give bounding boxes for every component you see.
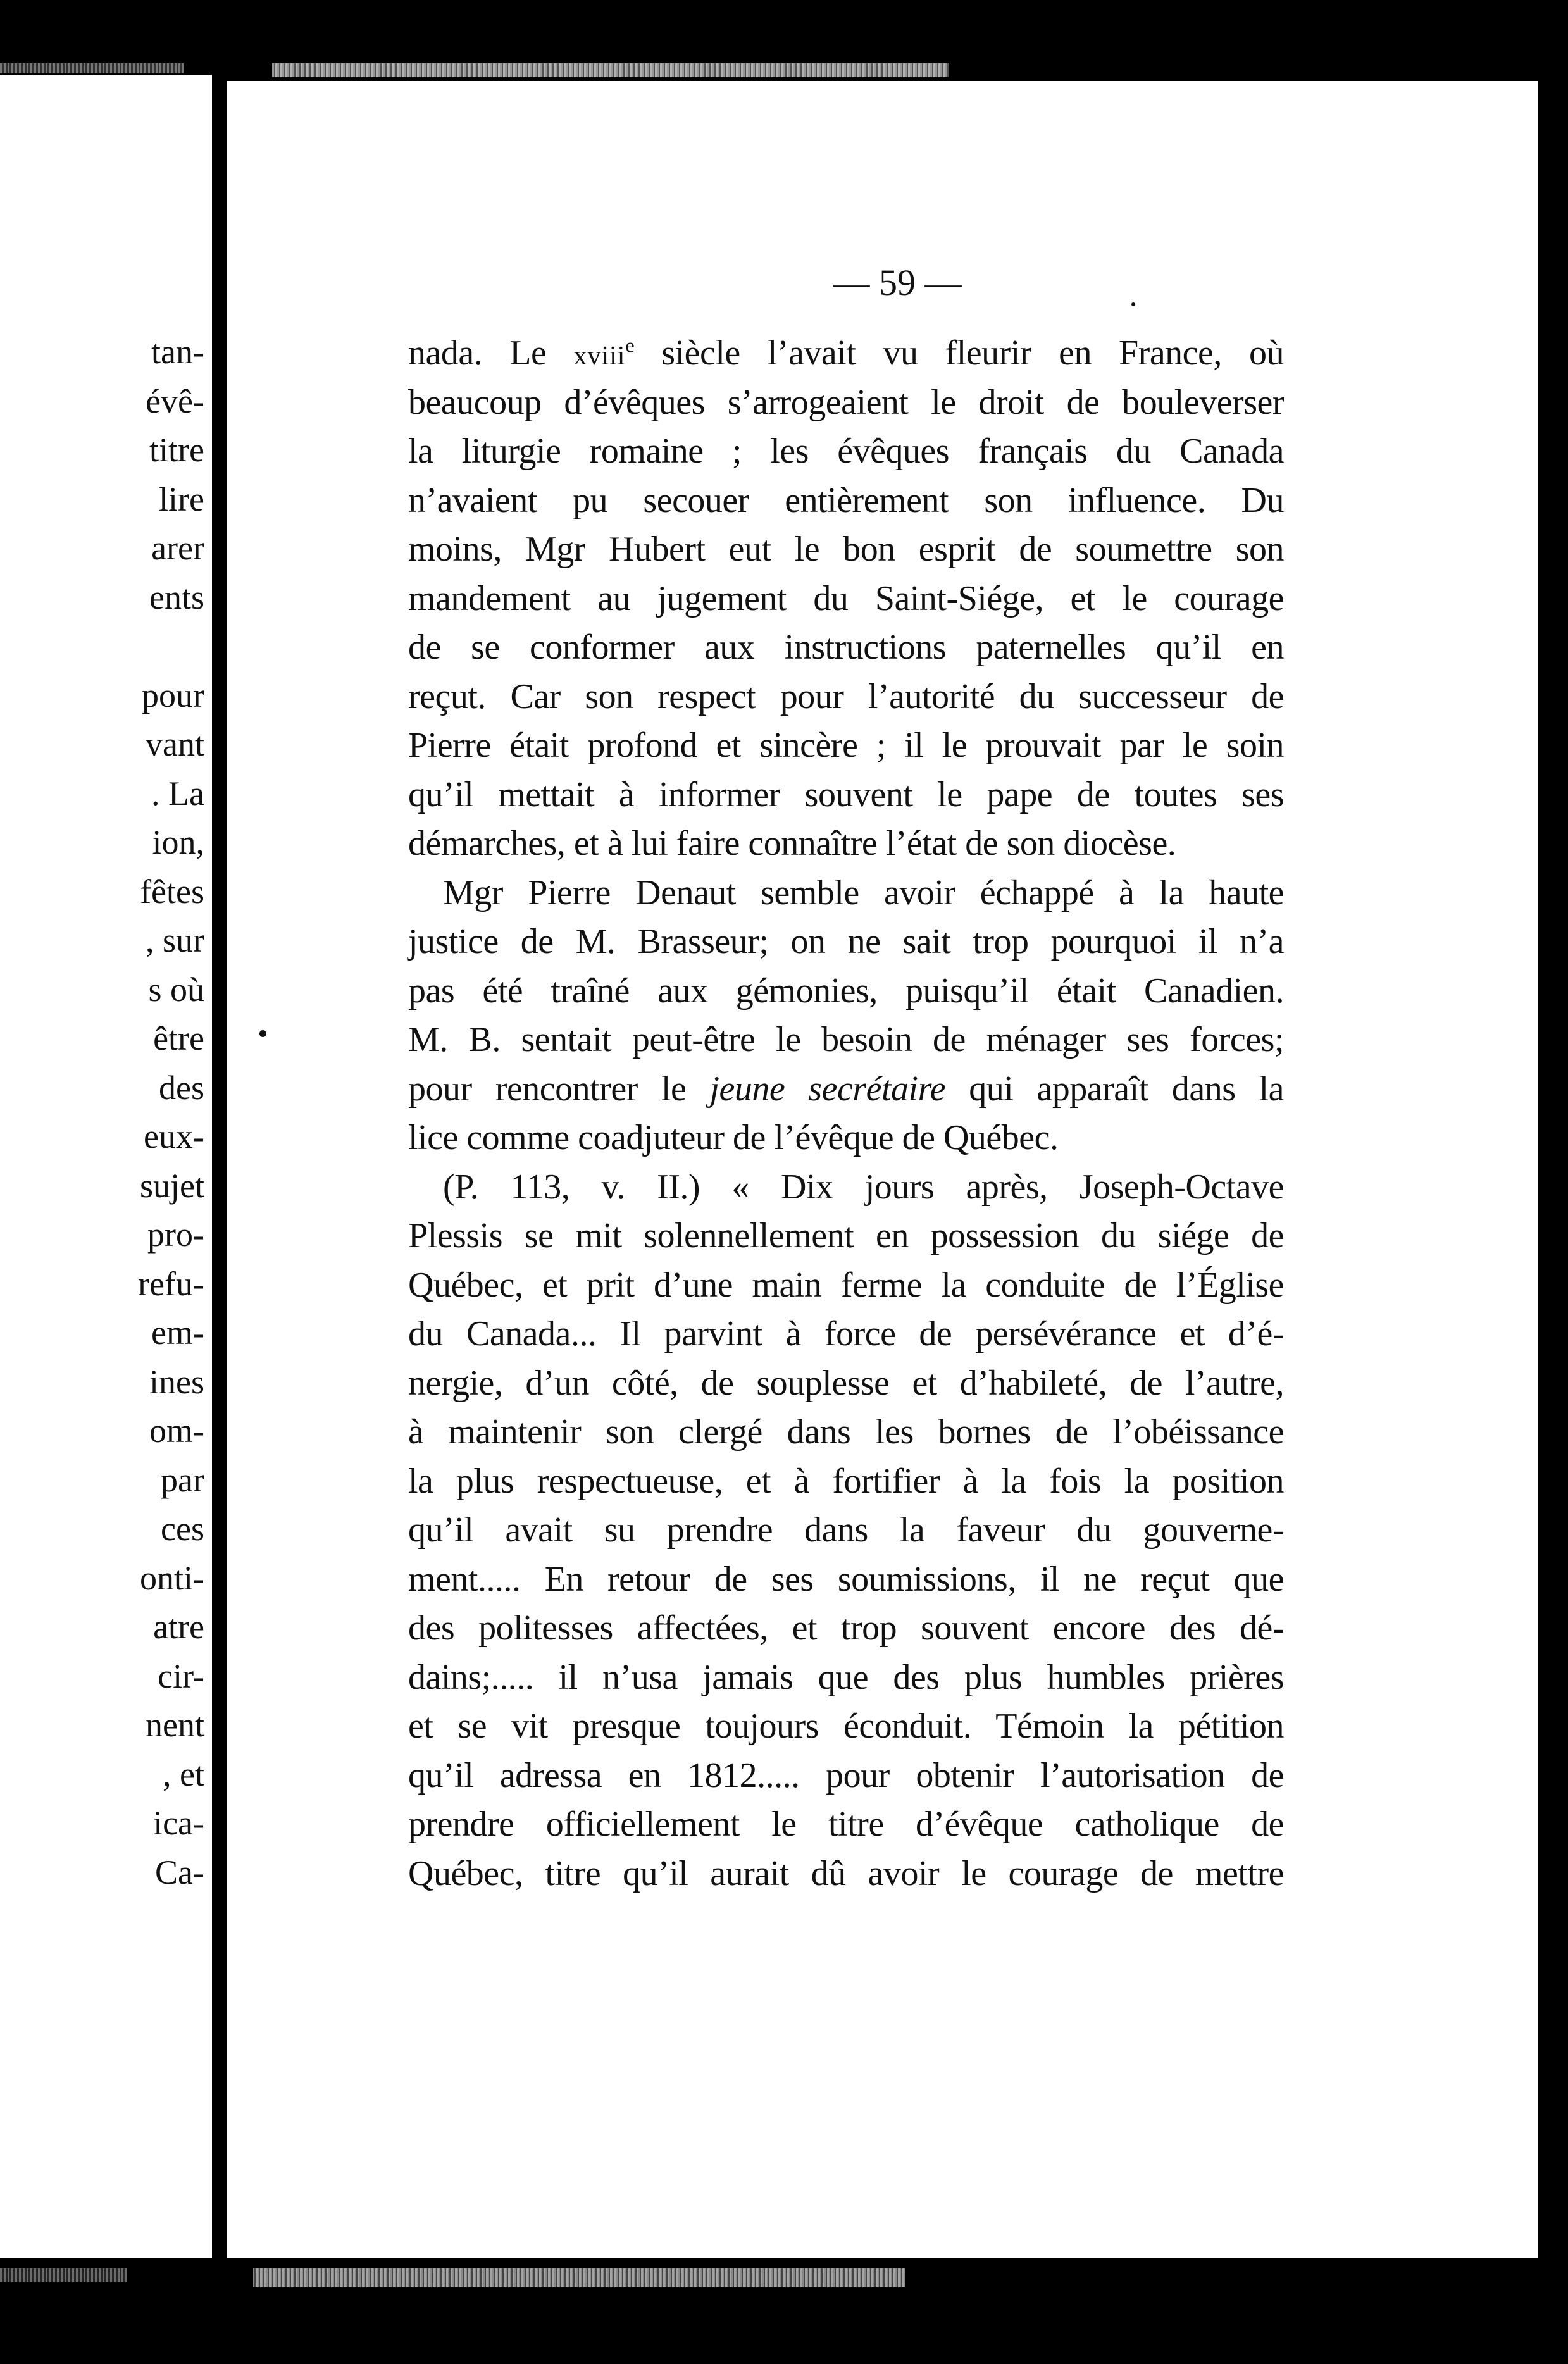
previous-page-text — [0, 328, 212, 1897]
text-line: à maintenir son clergé dans les bornes de l’obéissance — [408, 1412, 1284, 1452]
text-line: reçut. Car son respect pour l’autorité du successeur de — [408, 676, 1284, 716]
text-line: nergie, d’un côté, de souplesse et d’habileté, de l’autre, — [408, 1363, 1284, 1403]
fragment-line: évê- — [146, 382, 204, 420]
text-line: la liturgie romaine ; les évêques français du Canada — [408, 432, 1284, 471]
fragment-line: atre — [153, 1608, 204, 1646]
text-line: de se conformer aux instructions paternelles qu’il en — [408, 628, 1284, 667]
fragment-line: des — [159, 1068, 204, 1107]
fragment-line: vant — [146, 725, 204, 763]
text-line: démarches, et à lui faire connaître l’état de son diocèse. — [408, 824, 1176, 863]
fragment-line: tan- — [151, 333, 204, 371]
fragment-line — [0, 622, 212, 671]
fragment-line: par — [161, 1460, 204, 1499]
text-line: qu’il avait su prendre dans la faveur du gouverne- — [408, 1510, 1284, 1550]
text-line: justice de M. Brasseur; on ne sait trop pourquoi il n’a — [408, 922, 1284, 961]
fragment-line: être — [153, 1019, 204, 1057]
body-text — [408, 329, 1284, 1898]
fragment-line: ion, — [152, 823, 204, 861]
text-line: pas été traîné aux gémonies, puisqu’il était Canadien. — [408, 971, 1284, 1011]
fragment-line: nent — [146, 1706, 204, 1744]
fragment-line: refu- — [138, 1264, 204, 1303]
text-line: Mgr Pierre Denaut semble avoir échappé à la haute — [443, 873, 1284, 912]
text-line: Québec, et prit d’une main ferme la conduite de l’Église — [408, 1265, 1284, 1305]
fragment-line: om- — [149, 1412, 204, 1450]
fragment-line: , sur — [146, 921, 204, 959]
previous-page-fragment — [0, 75, 212, 2258]
fragment-line: sujet — [140, 1166, 204, 1205]
text-line: du Canada... Il parvint à force de persévérance et d’é- — [408, 1314, 1284, 1353]
fragment-line: cir- — [158, 1657, 204, 1695]
book-page — [227, 81, 1538, 2258]
fragment-line: ines — [149, 1362, 204, 1401]
fragment-line: ica- — [153, 1804, 204, 1842]
text-line: Québec, titre qu’il aurait dû avoir le courage de mettre — [408, 1853, 1284, 1893]
text-line: et se vit presque toujours éconduit. Témoin la pétition — [408, 1707, 1284, 1746]
fragment-line: arer — [151, 529, 204, 567]
fragment-line: fêtes — [140, 872, 204, 911]
scan-edge-top — [272, 63, 949, 77]
fragment-line: pro- — [147, 1216, 204, 1254]
text-line: ment..... En retour de ses soumissions, il ne reçut que — [408, 1559, 1284, 1599]
scan-edge-bottom-left — [0, 2268, 127, 2282]
text-line: Pierre était profond et sincère ; il le prouvait par le soin — [408, 726, 1284, 765]
text-line: qu’il mettait à informer souvent le pape de toutes ses — [408, 775, 1284, 814]
fragment-line: ces — [161, 1510, 204, 1548]
ink-speck — [1131, 302, 1135, 306]
fragment-line: , et — [163, 1755, 204, 1793]
text-line: lice comme coadjuteur de l’évêque de Québec. — [408, 1118, 1059, 1157]
text-line: prendre officiellement le titre d’évêque catholique de — [408, 1805, 1284, 1844]
text-line: pour rencontrer le jeune secrétaire qui apparaît dans la — [408, 1069, 1285, 1109]
text-line: des politesses affectées, et trop souvent encore des dé- — [408, 1608, 1284, 1648]
fragment-line: titre — [149, 431, 204, 469]
scan-edge-bottom — [253, 2268, 905, 2287]
text-line: beaucoup d’évêques s’arrogeaient le droit de bouleverser — [408, 382, 1284, 422]
fragment-line: lire — [159, 480, 204, 518]
fragment-line: em- — [151, 1314, 204, 1352]
ink-speck — [259, 1030, 266, 1037]
text-line: n’avaient pu secouer entièrement son influence. Du — [408, 480, 1284, 520]
scan-edge-top-left — [0, 63, 184, 73]
text-line: (P. 113, v. II.) « Dix jours après, Joseph-Octave — [443, 1167, 1284, 1207]
fragment-line: pour — [142, 676, 204, 714]
text-line: Plessis se mit solennellement en possession du siége de — [408, 1216, 1284, 1255]
text-line: nada. Le xviii$^e$ siècle l’avait vu fleurir en France, où — [408, 333, 1284, 373]
text-line: qu’il adressa en 1812..... pour obtenir l’autorisation de — [408, 1755, 1284, 1795]
fragment-line: Ca- — [155, 1853, 204, 1891]
text-line: M. B. sentait peut-être le besoin de ménager ses forces; — [408, 1020, 1284, 1059]
page-number: — 59 — — [833, 262, 962, 303]
fragment-line: eux- — [144, 1117, 204, 1155]
text-line: moins, Mgr Hubert eut le bon esprit de soumettre son — [408, 530, 1284, 569]
text-line: la plus respectueuse, et à fortifier à la fois la position — [408, 1461, 1284, 1501]
fragment-line: ents — [149, 578, 204, 616]
text-line: mandement au jugement du Saint-Siége, et le courage — [408, 578, 1284, 618]
fragment-line: s où — [148, 970, 204, 1009]
fragment-line: . La — [151, 774, 204, 812]
text-line: dains;..... il n’usa jamais que des plus humbles prières — [408, 1657, 1284, 1697]
fragment-line: onti- — [140, 1558, 204, 1597]
